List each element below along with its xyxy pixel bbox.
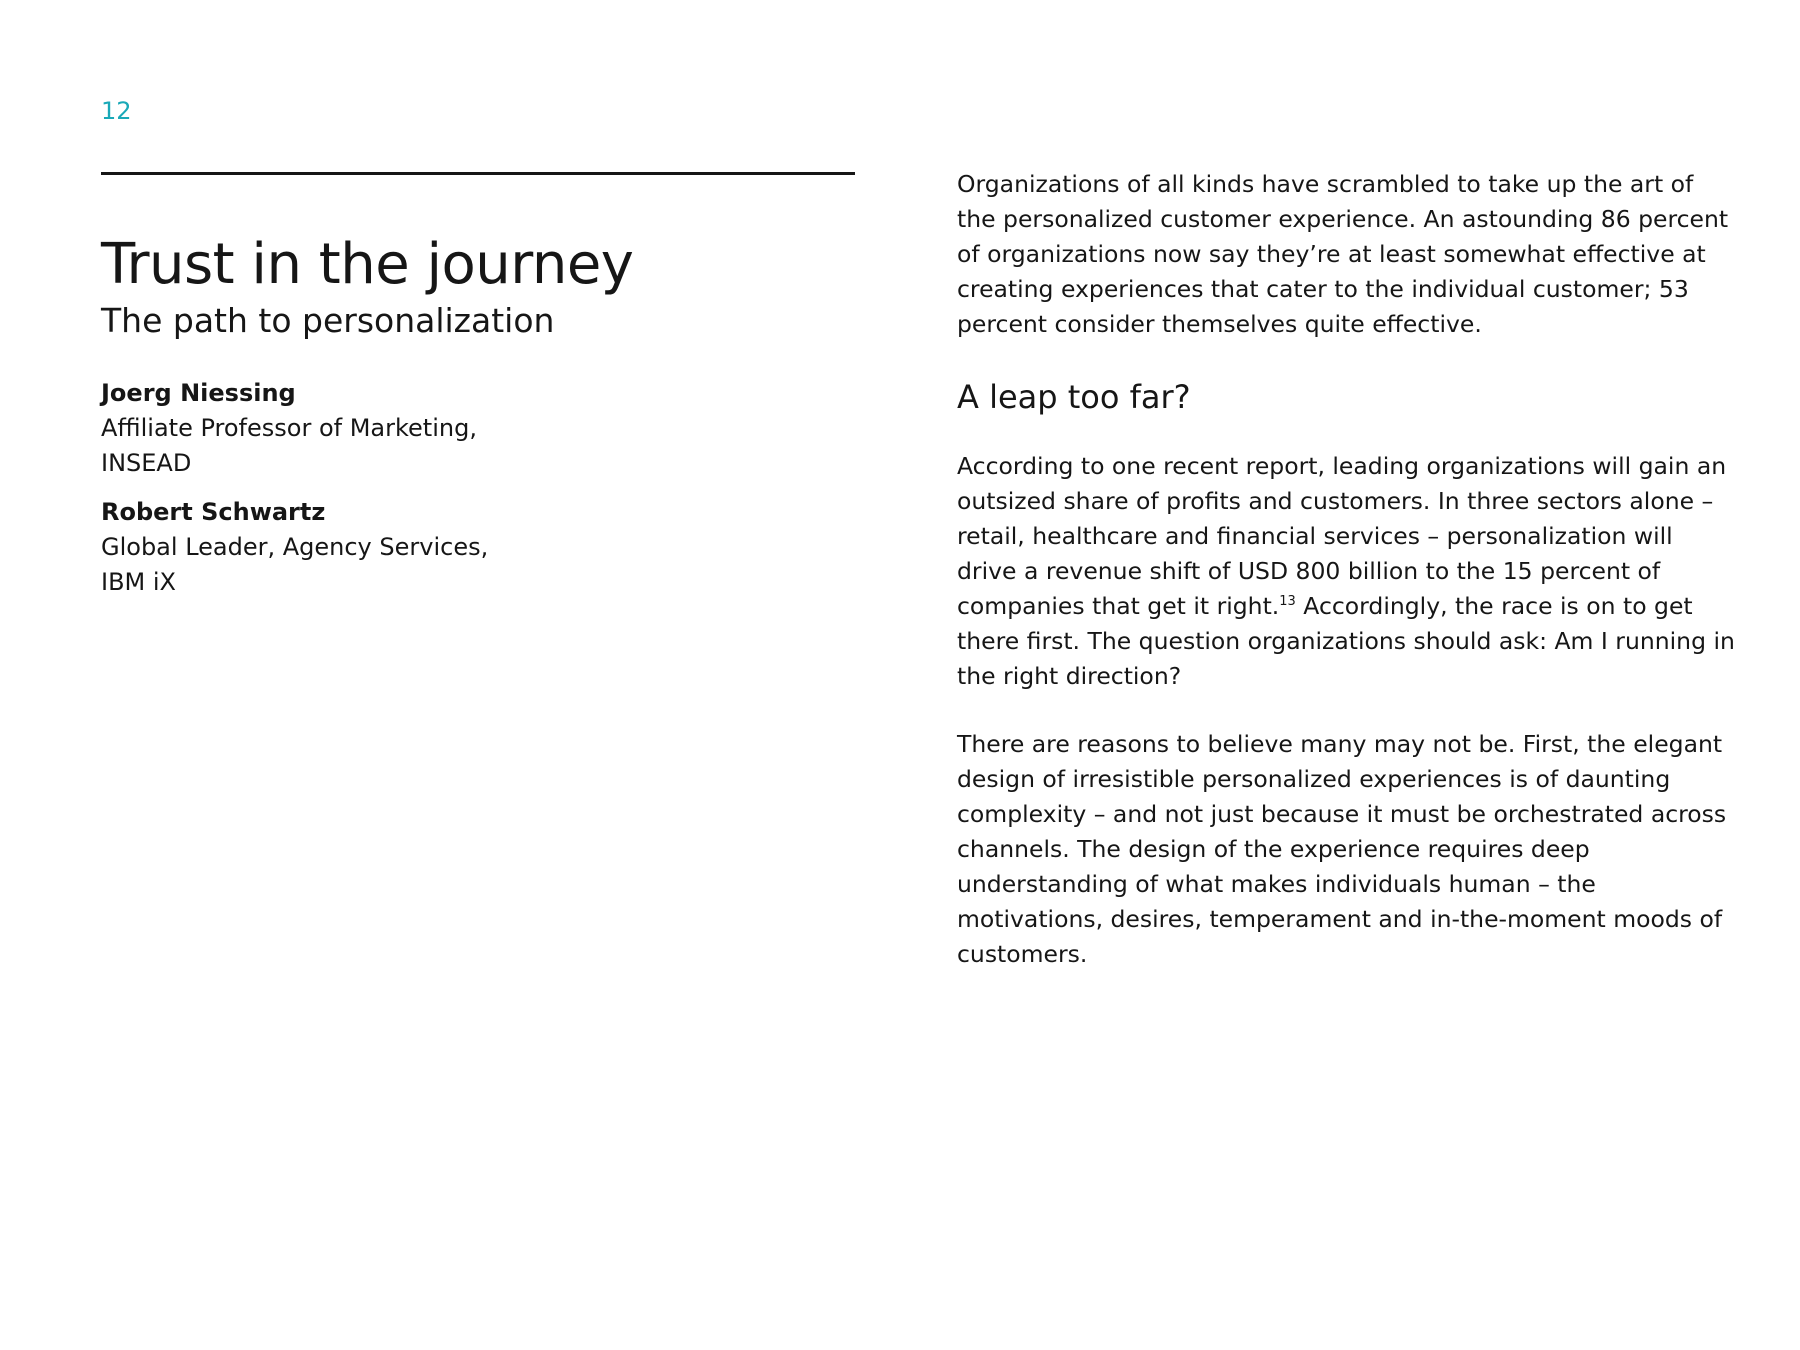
intro-paragraph: Organizations of all kinds have scrambled to take up the art of the personalized customer experience. An astounding 86 percent of organizations now say they’re at least somewhat effective at creating experiences that cater to the individual customer; 53 percent consider themselves quite effective. <box>957 170 1729 338</box>
author-list <box>101 376 801 600</box>
page-number: 12 <box>101 97 132 125</box>
author-name: Robert Schwartz <box>101 498 326 526</box>
author-role: Global Leader, Agency Services, IBM iX <box>101 533 489 596</box>
author-entry <box>101 495 801 600</box>
title-divider <box>101 172 855 175</box>
author-name: Joerg Niessing <box>101 379 296 407</box>
article-title: Trust in the journey <box>101 232 634 297</box>
footnote-reference: 13 <box>1279 594 1296 609</box>
paragraph-text: According to one recent report, leading organizations will gain an outsized share of profits and customers. In three sectors alone – retail, healthcare and financial services – personalization will drive a revenue shift of USD 800 billion to the 15 percent of companies that get it right. <box>957 452 1727 620</box>
author-entry <box>101 376 801 481</box>
section-heading: A leap too far? <box>957 378 1191 416</box>
article-header <box>101 232 801 614</box>
body-paragraph: There are reasons to believe many may not be. First, the elegant design of irresistible personalized experiences is of daunting complexity – and not just because it must be orchestrated across channels. The design of the experience requires deep understanding of what makes individuals human – the motivations, desires, temperament and in-the-moment moods of customers. <box>957 730 1727 968</box>
paragraph-text: Accordingly, the race is on to get there first. The question organizations should ask: Am I running in the right direction? <box>957 592 1735 690</box>
body-paragraph <box>957 449 1737 694</box>
article-body <box>957 167 1737 972</box>
author-role: Affiliate Professor of Marketing, INSEAD <box>101 414 477 477</box>
article-subtitle: The path to personalization <box>101 301 555 340</box>
